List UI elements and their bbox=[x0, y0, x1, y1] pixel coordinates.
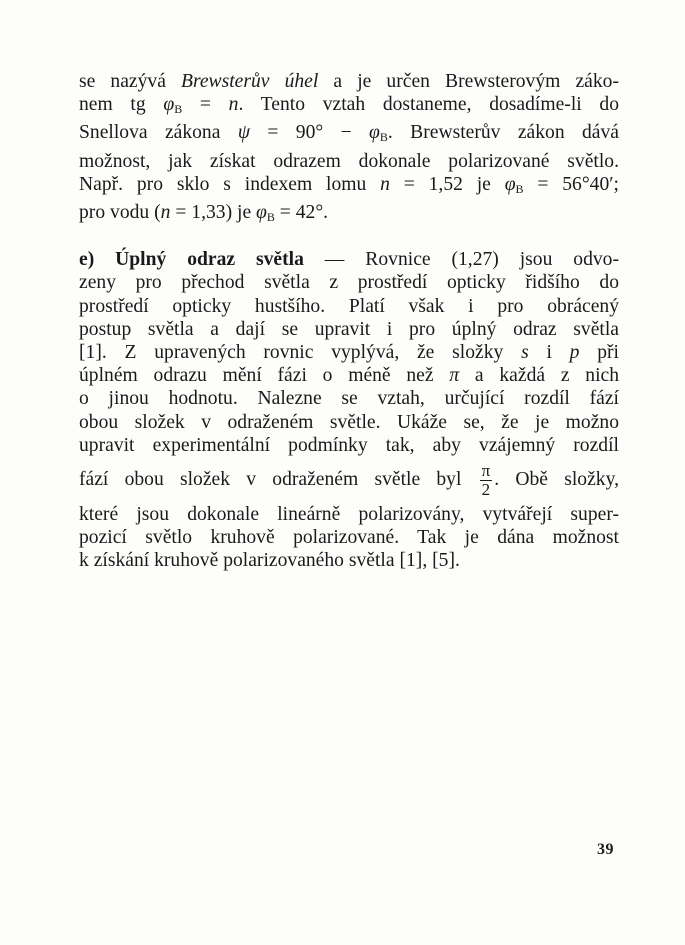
fraction-pi-over-2: $\frac{\pi}{2}$ bbox=[481, 461, 491, 500]
text-line: Např. pro sklo s indexem lomu n = 1,52 je $\varphi_B = 56^\circ 40'$; bbox=[79, 173, 620, 196]
page-number: 39 bbox=[597, 841, 614, 858]
text-line: úplném odrazu mění fázi o méně než π a každá z nich bbox=[79, 365, 620, 387]
text-line: se nazývá Brewsterův úhel a je určen Brewsterovým záko- bbox=[79, 71, 619, 92]
paragraph-brewster bbox=[79, 70, 619, 229]
text-line: možnost, jak získat odrazem dokonale polarizované světlo. bbox=[79, 150, 619, 172]
text-line: [1]. Z upravených rovnic vyplývá, že složky s i p při bbox=[79, 342, 619, 364]
text-line: pro vodu (n = 1,33) je $\varphi_B = 42^\circ$. bbox=[79, 202, 329, 225]
text-line: které jsou dokonale lineárně polarizovány, vytvářejí super- bbox=[79, 504, 619, 526]
paragraph-total-reflection bbox=[79, 248, 619, 572]
text-line: k získání kruhově polarizovaného světla [1], [5]. bbox=[79, 550, 460, 572]
text-line: postup světla a dají se upravit i pro úplný odraz světla bbox=[79, 318, 619, 340]
text-line: zeny pro přechod světla z prostředí opticky řidšího do bbox=[79, 272, 619, 294]
term-brewster-angle: Brewsterův úhel bbox=[180, 71, 319, 92]
text-line: o jinou hodnotu. Nalezne se vztah, určující rozdíl fází bbox=[79, 388, 619, 410]
section-heading: Úplný odraz světla bbox=[115, 249, 304, 271]
text-line: obou složek v odraženém světle. Ukáže se, že je možno bbox=[79, 411, 619, 433]
text-line: upravit experimentální podmínky tak, aby vzájemný rozdíl bbox=[79, 434, 619, 456]
text-line: Snellova zákona $\psi = 90^\circ - \varphi_B$. Brewsterův zákon dává bbox=[79, 122, 619, 145]
text-line: e) Úplný odraz světla — Rovnice (1,27) jsou odvo- bbox=[79, 249, 619, 271]
page-body bbox=[79, 70, 619, 573]
text-line: fází obou složek v odraženém světle byl $\frac{\pi}{2}$ . Obě složky, bbox=[79, 461, 620, 500]
text-line: pozicí světlo kruhově polarizované. Tak je dána možnost bbox=[79, 527, 619, 549]
section-label: e) bbox=[79, 249, 116, 271]
text-line: prostředí opticky hustšího. Platí však i pro obrácený bbox=[79, 295, 619, 317]
text-line: nem tg $\varphi_B = n$. Tento vztah dostaneme, dosadíme-li do bbox=[79, 94, 619, 117]
